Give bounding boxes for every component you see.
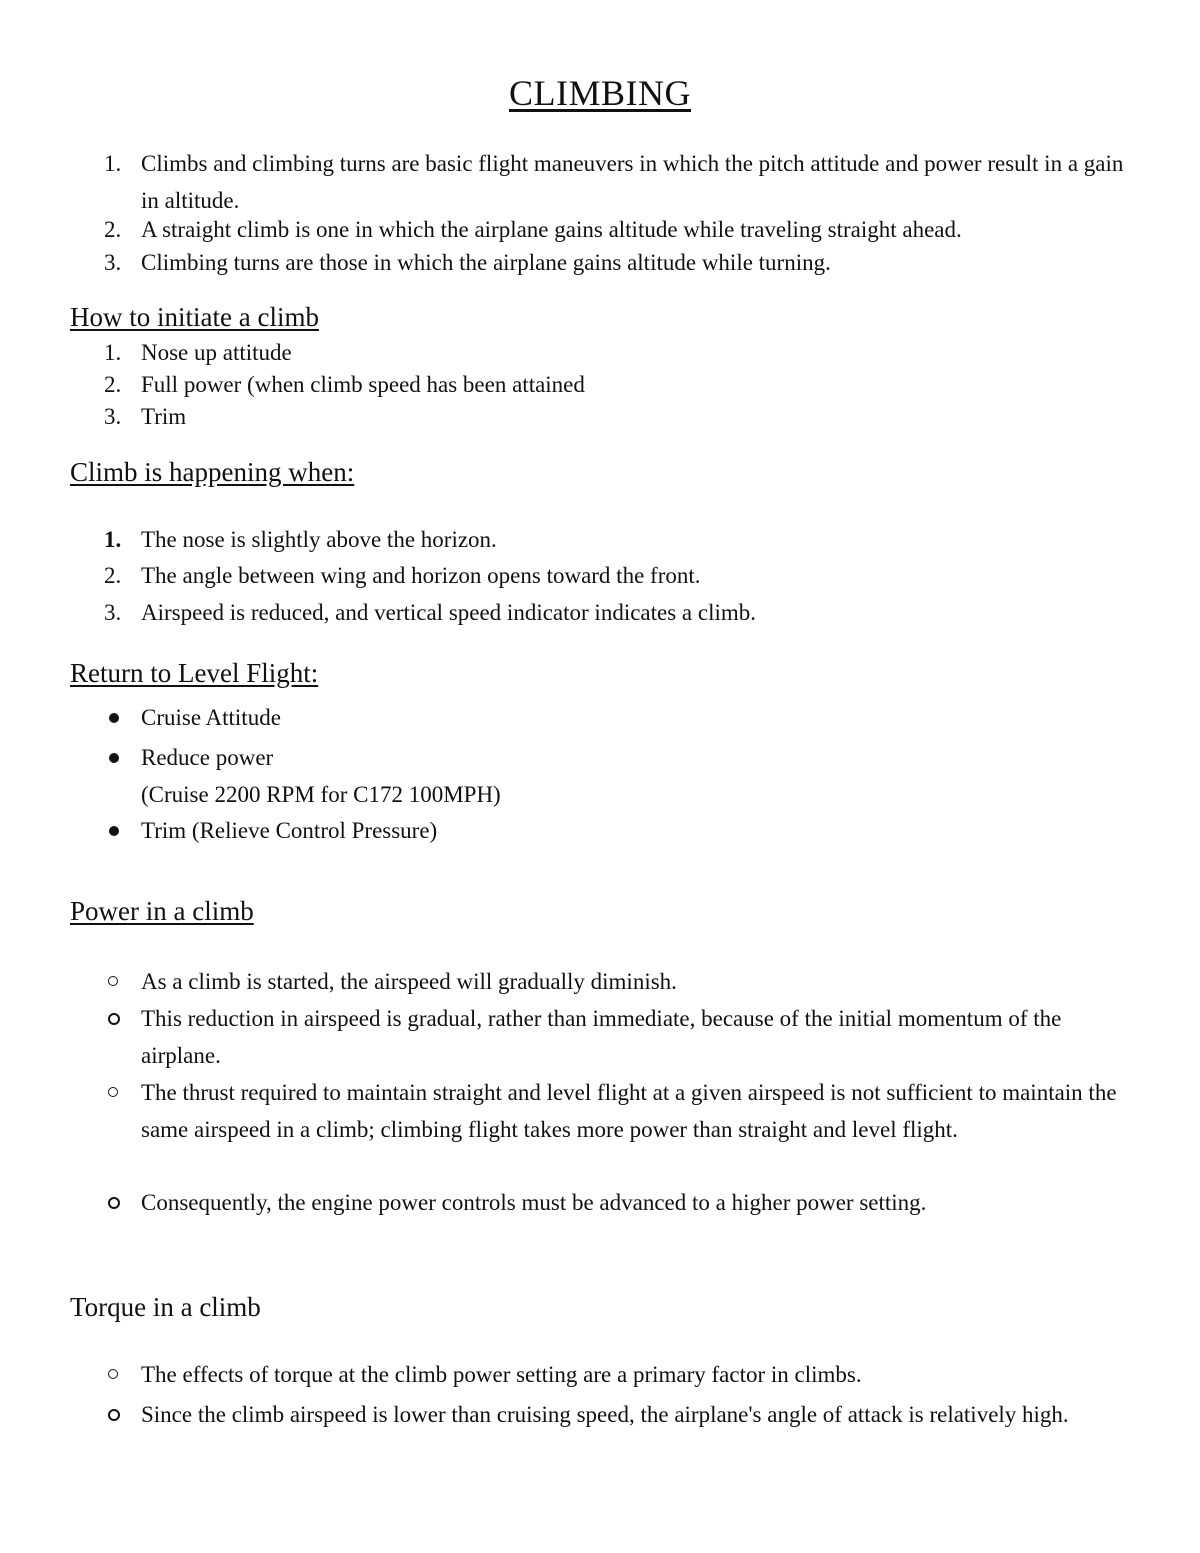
section-heading-happening: Climb is happening when: — [70, 457, 355, 487]
list-number: 1. — [104, 527, 122, 552]
section-heading-initiate: How to initiate a climb — [70, 302, 319, 332]
list-number: 3. — [104, 250, 122, 275]
list-number: 2. — [104, 217, 122, 242]
list-item-text: Full power (when climb speed has been attained — [141, 372, 585, 397]
list-number: 1. — [104, 340, 122, 365]
list-item-text: Climbs and climbing turns are basic flight maneuvers in which the pitch attitude and power result in a gain in altitude. — [141, 151, 1124, 213]
list-item-text: Trim (Relieve Control Pressure) — [141, 818, 438, 843]
list-item-text: Cruise Attitude — [141, 705, 281, 730]
list-item-text: This reduction in airspeed is gradual, rather than immediate, because of the initial momentum of the airplane. — [141, 1006, 1062, 1068]
hollow-bullet-icon — [108, 1369, 118, 1379]
bullet-icon — [109, 826, 119, 836]
hollow-bullet-icon — [108, 1197, 120, 1209]
list-item-text: Trim — [141, 404, 187, 429]
list-item-text: Airspeed is reduced, and vertical speed indicator indicates a climb. — [141, 600, 757, 625]
bullet-icon — [109, 713, 119, 723]
list-item-text: The effects of torque at the climb power setting are a primary factor in climbs. — [141, 1362, 862, 1387]
list-item-text: As a climb is started, the airspeed will gradually diminish. — [141, 969, 677, 994]
section-heading-power: Power in a climb — [70, 896, 254, 926]
list-item-text: (Cruise 2200 RPM for C172 100MPH) — [141, 782, 501, 807]
list-item-text: Reduce power — [141, 745, 274, 770]
list-number: 2. — [104, 563, 122, 588]
list-item-text: The thrust required to maintain straight and level flight at a given airspeed is not sufficient to maintain the same airspeed in a climb; climbing flight takes more power than straight and level flight. — [141, 1080, 1117, 1142]
list-item-text: Since the climb airspeed is lower than cruising speed, the airplane's angle of attack is relatively high. — [141, 1402, 1069, 1427]
section-heading-torque: Torque in a climb — [70, 1292, 261, 1322]
page-title: CLIMBING — [509, 73, 691, 113]
list-item-text: The angle between wing and horizon opens toward the front. — [141, 563, 701, 588]
hollow-bullet-icon — [108, 976, 118, 986]
hollow-bullet-icon — [108, 1409, 120, 1421]
list-number: 3. — [104, 404, 122, 429]
list-number: 3. — [104, 600, 122, 625]
bullet-icon — [109, 753, 119, 763]
list-item-text: Nose up attitude — [141, 340, 292, 365]
list-item-text: A straight climb is one in which the airplane gains altitude while traveling straight ahead. — [141, 217, 962, 242]
hollow-bullet-icon — [108, 1013, 120, 1025]
list-item-text: The nose is slightly above the horizon. — [141, 527, 497, 552]
list-number: 1. — [104, 151, 122, 176]
section-heading-level: Return to Level Flight: — [70, 658, 319, 688]
list-number: 2. — [104, 372, 122, 397]
list-item-text: Climbing turns are those in which the airplane gains altitude while turning. — [141, 250, 831, 275]
hollow-bullet-icon — [108, 1087, 118, 1097]
list-item-text: Consequently, the engine power controls must be advanced to a higher power setting. — [141, 1190, 927, 1215]
